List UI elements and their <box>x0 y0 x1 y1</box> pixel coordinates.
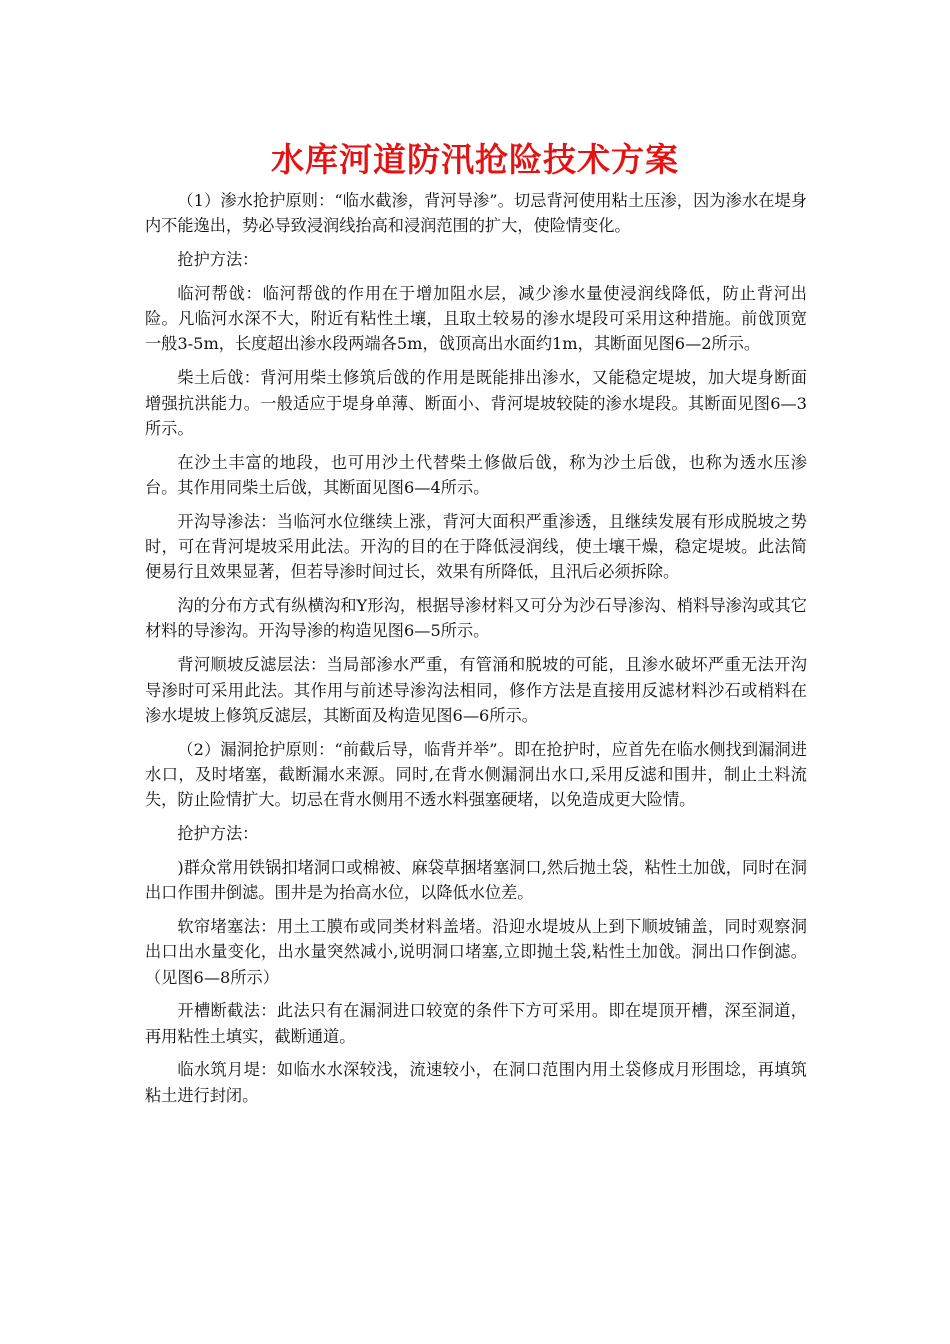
paragraph-rescue-methods-heading-2: 抢护方法： <box>177 824 259 844</box>
paragraph-membrane-curtain: 软帘堵塞法：用土工膜布或同类材料盖堵。沿迎水堤坡从上到下顺坡铺盖，同时观察洞出口出水量变化，出水量突然减小,说明洞口堵塞,立即抛土袋,粘性土加戗。洞出口作倒滤。（见图6—8所示） <box>145 916 807 987</box>
paragraph-drainage-ditch: 开沟导渗法：当临河水位继续上涨，背河大面积严重渗透，且继续发展有形成脱坡之势时，可在背河堤坡采用此法。开沟的目的在于降低浸润线，使土壤干燥，稳定堤坡。此法简便易行且效果显著，但若导渗时间过长，效果有所降低，且汛后必须拆除。 <box>145 511 807 582</box>
paragraph-sand-back-berm: 在沙土丰富的地段，也可用沙土代替柴土修做后戗，称为沙土后戗，也称为透水压渗台。其作用同柴土后戗，其断面见图6—4所示。 <box>145 452 807 497</box>
paragraph-leak-principle: （2）漏洞抢护原则：“前截后导，临背并举”。即在抢护时，应首先在临水侧找到漏洞进水口，及时堵塞，截断漏水来源。同时,在背水侧漏洞出水口,采用反滤和围井，制止土料流失，防止险情扩大。切忌在背水侧用不透水料强塞硬堵，以免造成更大险情。 <box>145 739 807 810</box>
paragraph-pot-plugging: )群众常用铁锅扣堵洞口或棉被、麻袋草捆堵塞洞口,然后抛土袋，粘性土加戗，同时在洞出口作围井倒滤。围井是为抬高水位，以降低水位差。 <box>145 857 807 903</box>
paragraph-filter-layer: 背河顺坡反滤层法：当局部渗水严重，有管涌和脱坡的可能，且渗水破坏严重无法开沟导渗时可采用此法。其作用与前述导渗沟法相同，修作方法是直接用反滤材料沙石或梢料在渗水堤坡上修筑反滤层，其断面及构造见图6—6所示。 <box>145 655 807 725</box>
document-title: 水库河道防汛抢险技术方案 <box>271 140 679 179</box>
document-body <box>145 188 807 1117</box>
paragraph-trench-cutoff: 开槽断截法：此法只有在漏洞进口较宽的条件下方可采用。即在堤顶开槽，深至洞道，再用粘性土填实，截断通道。 <box>145 1001 807 1046</box>
paragraph-seepage-principle: （1）渗水抢护原则：“临水截渗，背河导渗”。切忌背河使用粘土压渗，因为渗水在堤身内不能逸出，势必导致浸润线抬高和浸润范围的扩大，使险情变化。 <box>145 191 807 236</box>
paragraph-front-berm: 临河帮戗：临河帮戗的作用在于增加阻水层，减少渗水量使浸润线降低，防止背河出险。凡临河水深不大，附近有粘性土壤，且取土较易的渗水堤段可采用这种措施。前戗顶宽一般3-5m，长度超出渗水段两端各5m，戗顶高出水面约1m，其断面见图6—2所示。 <box>145 283 807 354</box>
paragraph-ditch-layout: 沟的分布方式有纵横沟和Y形沟，根据导渗材料又可分为沙石导渗沟、梢料导渗沟或其它材料的导渗沟。开沟导渗的构造见图6—5所示。 <box>145 596 807 641</box>
paragraph-moon-dike: 临水筑月堤：如临水水深较浅，流速较小，在洞口范围内用土袋修成月形围埝，再填筑粘土进行封闭。 <box>145 1060 807 1105</box>
paragraph-rescue-methods-heading: 抢护方法： <box>177 250 259 270</box>
paragraph-brush-soil-back-berm: 柴土后戗：背河用柴土修筑后戗的作用是既能排出渗水，又能稳定堤坡，加大堤身断面增强抗洪能力。一般适应于堤身单薄、断面小、背河堤坡较陡的渗水堤段。其断面见图6—3所示。 <box>145 368 807 438</box>
